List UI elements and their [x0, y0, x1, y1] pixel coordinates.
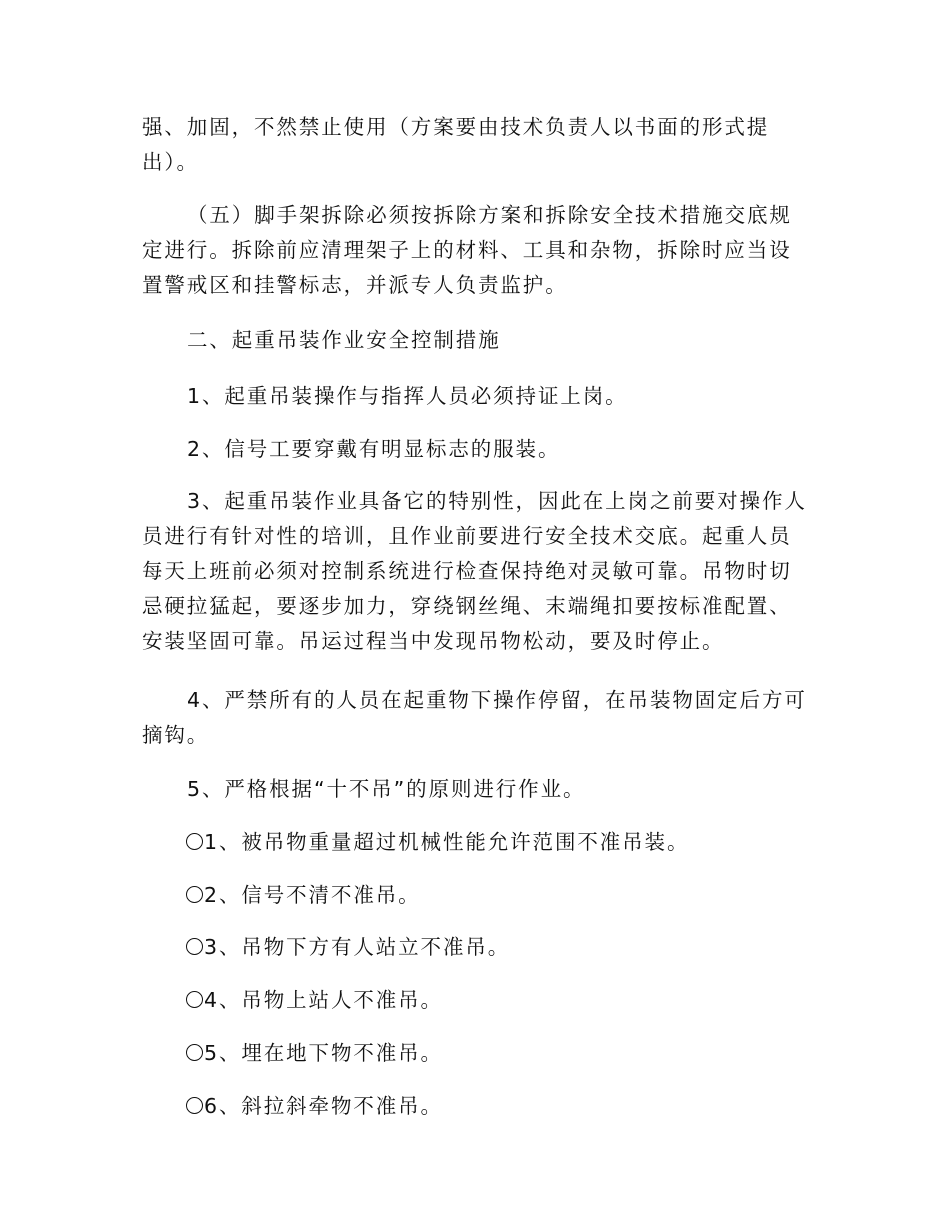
circle-bullet-icon: [186, 1044, 203, 1061]
list-item-text: 4、吊物上站人不准吊。: [204, 988, 443, 1012]
list-item: [186, 825, 689, 860]
paragraph-item-1: 1、起重吊装操作与指挥人员必须持证上岗。: [187, 384, 628, 408]
paragraph-scaffold-dismantling: （五）脚手架拆除必须按拆除方案和拆除安全技术措施交底规定进行。拆除前应清理架子上的材料、工具和杂物，拆除时应当设置警戒区和挂警标志，并派专人负责监护。: [142, 203, 792, 297]
paragraph-item-4: 4、严禁所有的人员在起重物下操作停留，在吊装物固定后方可摘钩。: [142, 688, 807, 747]
list-item: [186, 1089, 443, 1124]
circle-bullet-icon: [186, 833, 203, 850]
paragraph-continuation: 强、加固，不然禁止使用（方案要由技术负责人以书面的形式提出）。: [142, 115, 770, 174]
list-item-text: 3、吊物下方有人站立不准吊。: [204, 935, 511, 959]
paragraph-item-2: 2、信号工要穿戴有明显标志的服装。: [187, 437, 561, 461]
list-item: [186, 1036, 443, 1071]
list-item-text: 1、被吊物重量超过机械性能允许范围不准吊装。: [204, 830, 690, 854]
circle-bullet-icon: [186, 886, 203, 903]
circle-bullet-icon: [186, 991, 203, 1008]
section-heading-hoisting: 二、起重吊装作业安全控制措施: [187, 328, 501, 352]
list-item: [186, 930, 510, 965]
circle-bullet-icon: [186, 1097, 203, 1114]
list-item: [186, 983, 443, 1018]
circle-bullet-icon: [186, 938, 203, 955]
paragraph-item-5: 5、严格根据“十不吊”的原则进行作业。: [187, 777, 586, 801]
list-item-text: 6、斜拉斜牵物不准吊。: [204, 1094, 443, 1118]
paragraph-item-3: 3、起重吊装作业具备它的特别性，因此在上岗之前要对操作人员进行有针对性的培训，且作业前要进行安全技术交底。起重人员每天上班前必须对控制系统进行检查保持绝对灵敏可靠。吊物时切忌硬拉猛起，要逐步加力，穿绕钢丝绳、末端绳扣要按标准配置、安装坚固可靠。吊运过程当中发现吊物松动，要及时停止。: [142, 489, 807, 653]
list-item-text: 5、埋在地下物不准吊。: [204, 1041, 443, 1065]
list-item: [186, 878, 421, 913]
list-item-text: 2、信号不清不准吊。: [204, 883, 421, 907]
